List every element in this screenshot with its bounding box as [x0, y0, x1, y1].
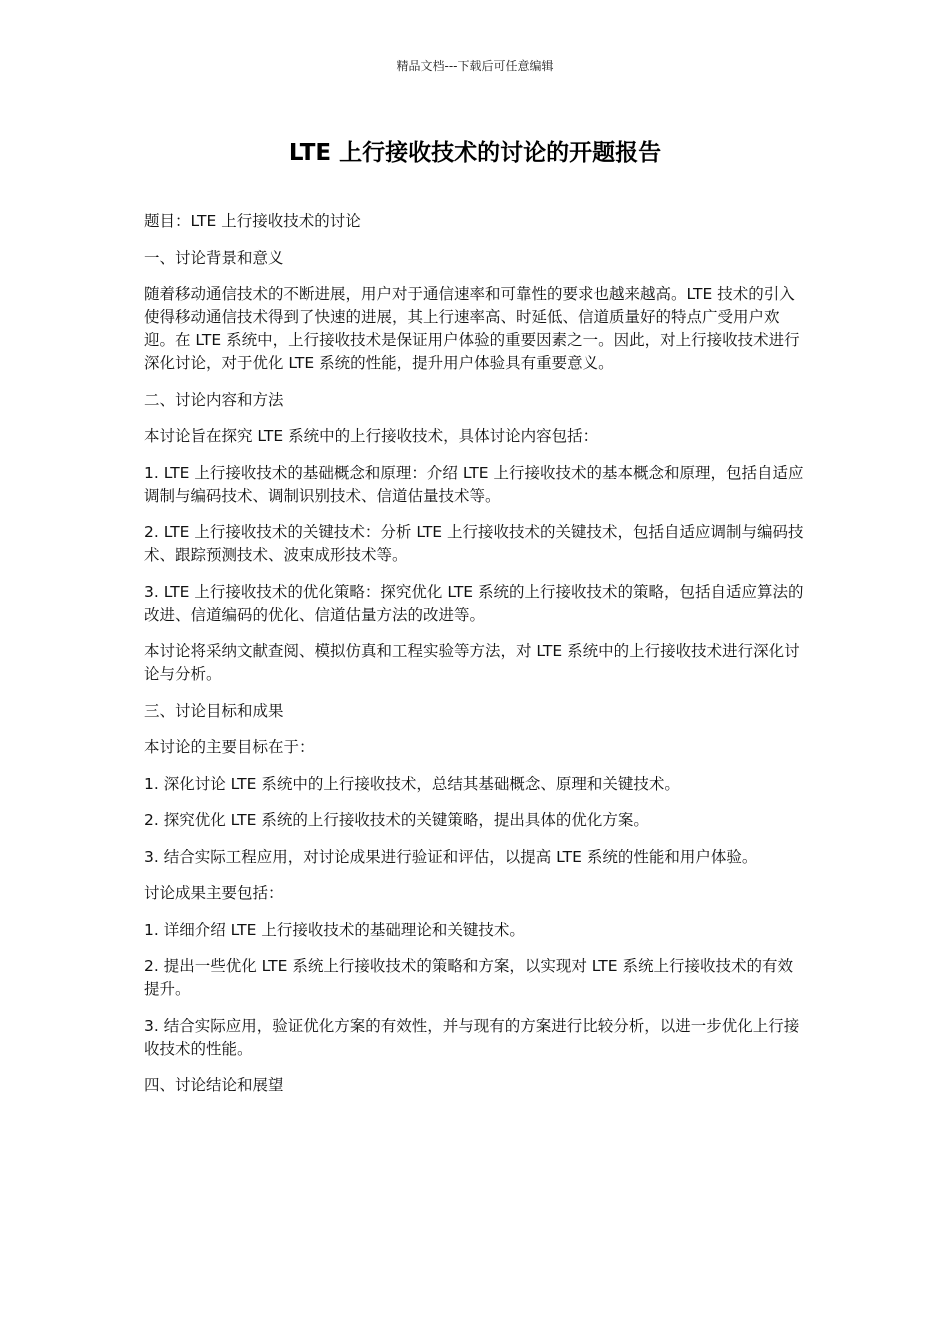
goal-item-1: 1. 深化讨论 LTE 系统中的上行接收技术，总结其基础概念、原理和关键技术。 — [144, 774, 680, 793]
document-title: LTE 上行接收技术的讨论的开题报告 — [288, 140, 662, 166]
goals-intro-paragraph: 本讨论的主要目标在于： — [144, 738, 315, 756]
results-intro-paragraph: 讨论成果主要包括： — [144, 884, 284, 902]
background-paragraph: 随着移动通信技术的不断进展，用户对于通信速率和可靠性的要求也越来越高。LTE 技术的引入使得移动通信技术得到了快速的进展，其上行速率高、时延低、信道质量好的特点广受用户欢迎。在 LTE 系统中，上行接收技术是保证用户体验的重要因素之一。因此，对上行接收技术进行深化讨论，对于优化 LTE 系统的性能，提升用户体验具有重要意义。 — [144, 285, 800, 372]
document-body — [144, 210, 808, 1111]
section-heading-content-methods: 二、讨论内容和方法 — [144, 390, 284, 409]
content-intro-paragraph: 本讨论旨在探究 LTE 系统中的上行接收技术，具体讨论内容包括： — [144, 427, 599, 445]
section-heading-conclusion: 四、讨论结论和展望 — [144, 1076, 284, 1094]
result-item-1: 1. 详细介绍 LTE 上行接收技术的基础理论和关键技术。 — [144, 920, 525, 939]
result-item-3: 3. 结合实际应用，验证优化方案的有效性，并与现有的方案进行比较分析，以进一步优化上行接收技术的性能。 — [144, 1016, 800, 1058]
goal-item-3: 3. 结合实际工程应用，对讨论成果进行验证和评估，以提高 LTE 系统的性能和用户体验。 — [144, 847, 758, 866]
content-item-3: 3. LTE 上行接收技术的优化策略：探究优化 LTE 系统的上行接收技术的策略，包括自适应算法的改进、信道编码的优化、信道估量方法的改进等。 — [144, 582, 804, 624]
content-item-2: 2. LTE 上行接收技术的关键技术：分析 LTE 上行接收技术的关键技术，包括自适应调制与编码技术、跟踪预测技术、波束成形技术等。 — [144, 523, 804, 564]
section-heading-goals: 三、讨论目标和成果 — [144, 701, 284, 720]
topic-line: 题目：LTE 上行接收技术的讨论 — [144, 212, 361, 230]
result-item-2: 2. 提出一些优化 LTE 系统上行接收技术的策略和方案，以实现对 LTE 系统上行接收技术的有效提升。 — [144, 957, 793, 998]
content-item-1: 1. LTE 上行接收技术的基础概念和原理：介绍 LTE 上行接收技术的基本概念和原理，包括自适应调制与编码技术、调制识别技术、信道估量技术等。 — [144, 463, 804, 505]
methods-paragraph: 本讨论将采纳文献查阅、模拟仿真和工程实验等方法，对 LTE 系统中的上行接收技术进行深化讨论与分析。 — [144, 642, 800, 683]
section-heading-background: 一、讨论背景和意义 — [144, 248, 284, 267]
header-note: 精品文档---下载后可任意编辑 — [396, 59, 554, 73]
goal-item-2: 2. 探究优化 LTE 系统的上行接收技术的关键策略，提出具体的优化方案。 — [144, 811, 649, 829]
